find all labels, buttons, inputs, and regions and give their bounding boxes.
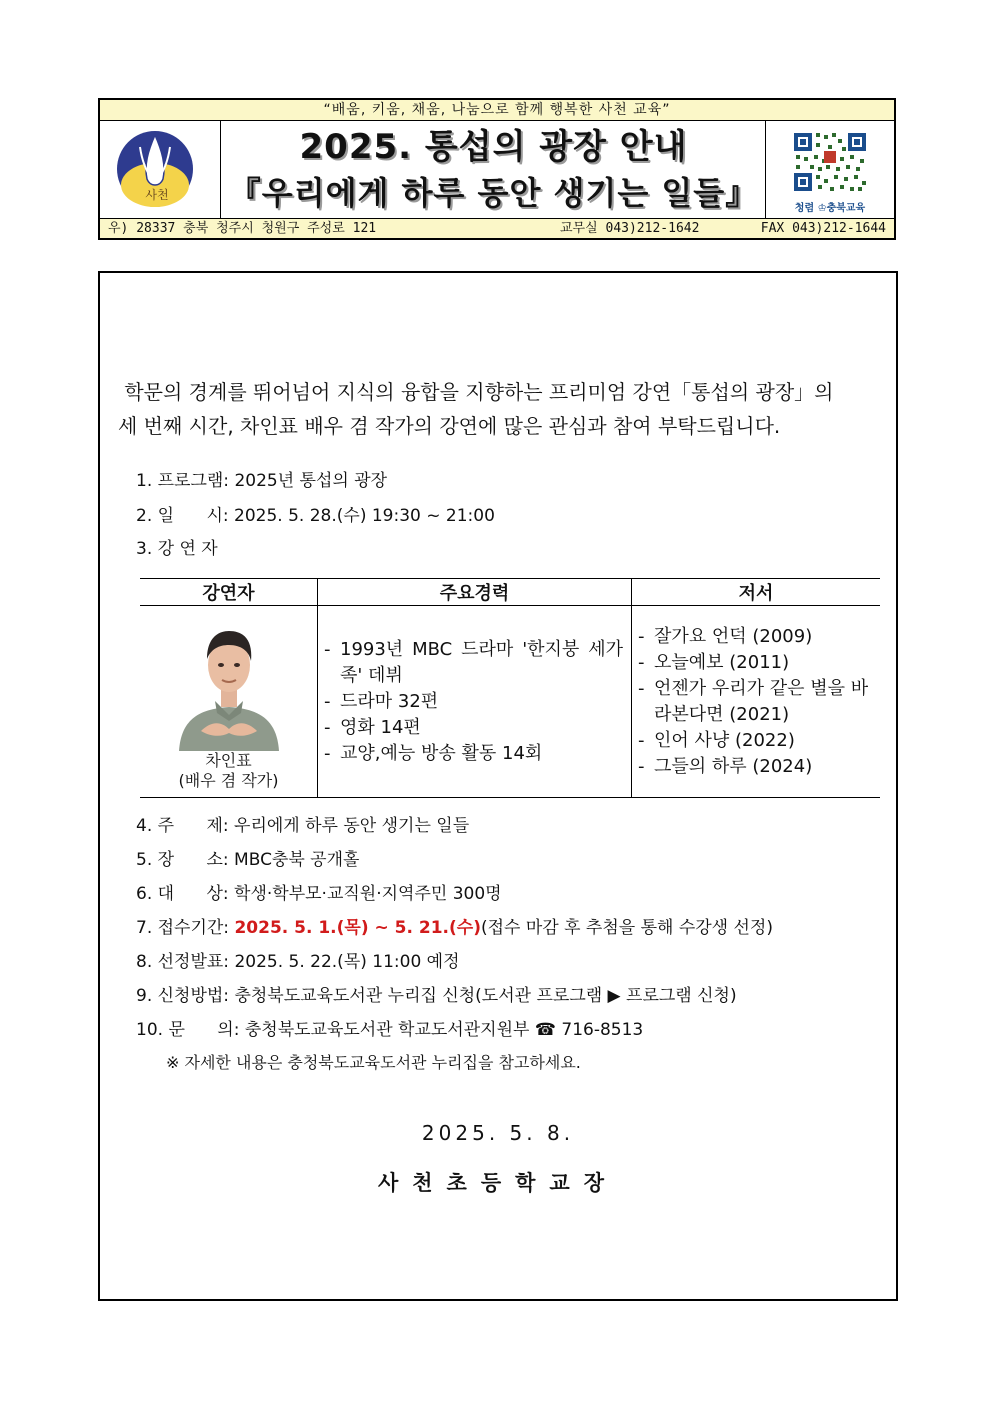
notice-body — [98, 271, 898, 1301]
table-header-row — [140, 579, 880, 606]
table-row — [140, 606, 880, 798]
logo-lettering: 사천 — [145, 188, 169, 202]
registration-dates: 2025. 5. 1.(목) ~ 5. 21.(수) — [234, 918, 481, 938]
speaker-name: 차인표 — [205, 750, 252, 770]
list-item: - 인어 사냥 (2022) — [632, 728, 874, 754]
school-address: 우) 28337 충북 청주시 청원구 주성로 121 — [108, 221, 377, 236]
qr-caption: 청렴 ♔충북교육 — [794, 203, 866, 214]
career-cell — [318, 606, 632, 798]
books-cell — [632, 606, 881, 798]
intro-paragraph — [118, 375, 888, 443]
school-logo — [100, 121, 220, 218]
speaker-cell — [140, 606, 318, 798]
career-list — [318, 637, 631, 767]
speaker-table — [140, 578, 880, 798]
list-item: - 언젠가 우리가 같은 별을 바라본다면 (2021) — [632, 676, 874, 728]
table-header: 주요경력 — [318, 579, 632, 606]
reference-note: ※ 자세한 내용은 충청북도교육도서관 누리집을 참고하세요. — [166, 1053, 581, 1072]
item-speaker-heading: 3. 강 연 자 — [136, 539, 218, 559]
item-inquiry: 10. 문 의: 충청북도교육도서관 학교도서관지원부 ☎ 716-8513 — [136, 1020, 644, 1040]
list-item: - 오늘예보 (2011) — [632, 650, 874, 676]
intro-line-1: 학문의 경계를 뛰어넘어 지식의 융합을 지향하는 프리미엄 강연「통섭의 광장」의 — [124, 380, 834, 404]
list-item: - 1993년 MBC 드라마 '한지붕 세가족' 데뷔 — [318, 637, 623, 689]
fax-number: FAX 043)212-1644 — [760, 221, 886, 236]
item-announcement: 8. 선정발표: 2025. 5. 22.(목) 11:00 예정 — [136, 952, 460, 972]
office-phone: 교무실 043)212-1642 — [560, 221, 700, 236]
item-topic: 4. 주 제: 우리에게 하루 동안 생기는 일들 — [136, 816, 470, 836]
list-item: - 영화 14편 — [318, 715, 623, 741]
letterhead-middle — [100, 121, 894, 218]
list-item: - 교양,예능 방송 활동 14회 — [318, 741, 623, 767]
item-datetime: 2. 일 시: 2025. 5. 28.(수) 19:30 ~ 21:00 — [136, 506, 495, 526]
slogan: “배움, 키움, 채움, 나눔으로 함께 행복한 사천 교육” — [100, 100, 894, 121]
intro-line-2: 세 번째 시간, 차인표 배우 겸 작가의 강연에 많은 관심과 참여 부탁드립니다. — [118, 414, 781, 438]
item-audience: 6. 대 상: 학생·학부모·교직원·지역주민 300명 — [136, 884, 502, 904]
table-header: 저서 — [632, 579, 881, 606]
address-bar — [100, 218, 894, 238]
list-item: - 그들의 하루 (2024) — [632, 754, 874, 780]
signature: 사천초등학교장 — [377, 1171, 618, 1195]
list-item: - 잘가요 언덕 (2009) — [632, 624, 874, 650]
letterhead — [98, 98, 896, 240]
item-venue: 5. 장 소: MBC충북 공개홀 — [136, 850, 360, 870]
issue-date: 2025. 5. 8. — [421, 1121, 575, 1145]
qr-cell — [765, 121, 894, 218]
table-header: 강연자 — [140, 579, 318, 606]
item-program: 1. 프로그램: 2025년 통섭의 광장 — [136, 471, 388, 491]
speaker-role: (배우 겸 작가) — [178, 770, 279, 790]
list-item: - 드라마 32편 — [318, 689, 623, 715]
books-list — [632, 624, 880, 780]
school-logo-cell — [100, 121, 221, 218]
item-registration-period: 7. 접수기간: 2025. 5. 1.(목) ~ 5. 21.(수)(접수 마감 후 추첨을 통해 수강생 선정) — [136, 918, 773, 938]
document-title: 2025. 통섭의 광장 안내 — [299, 127, 688, 167]
document-subtitle: 『우리에게 하루 동안 생기는 일들』 — [228, 174, 759, 212]
title-block — [221, 121, 766, 218]
item-apply-method: 9. 신청방법: 충청북도교육도서관 누리집 신청(도서관 프로그램 ▶ 프로그램 신청) — [136, 986, 737, 1006]
speaker-photo — [169, 617, 289, 751]
